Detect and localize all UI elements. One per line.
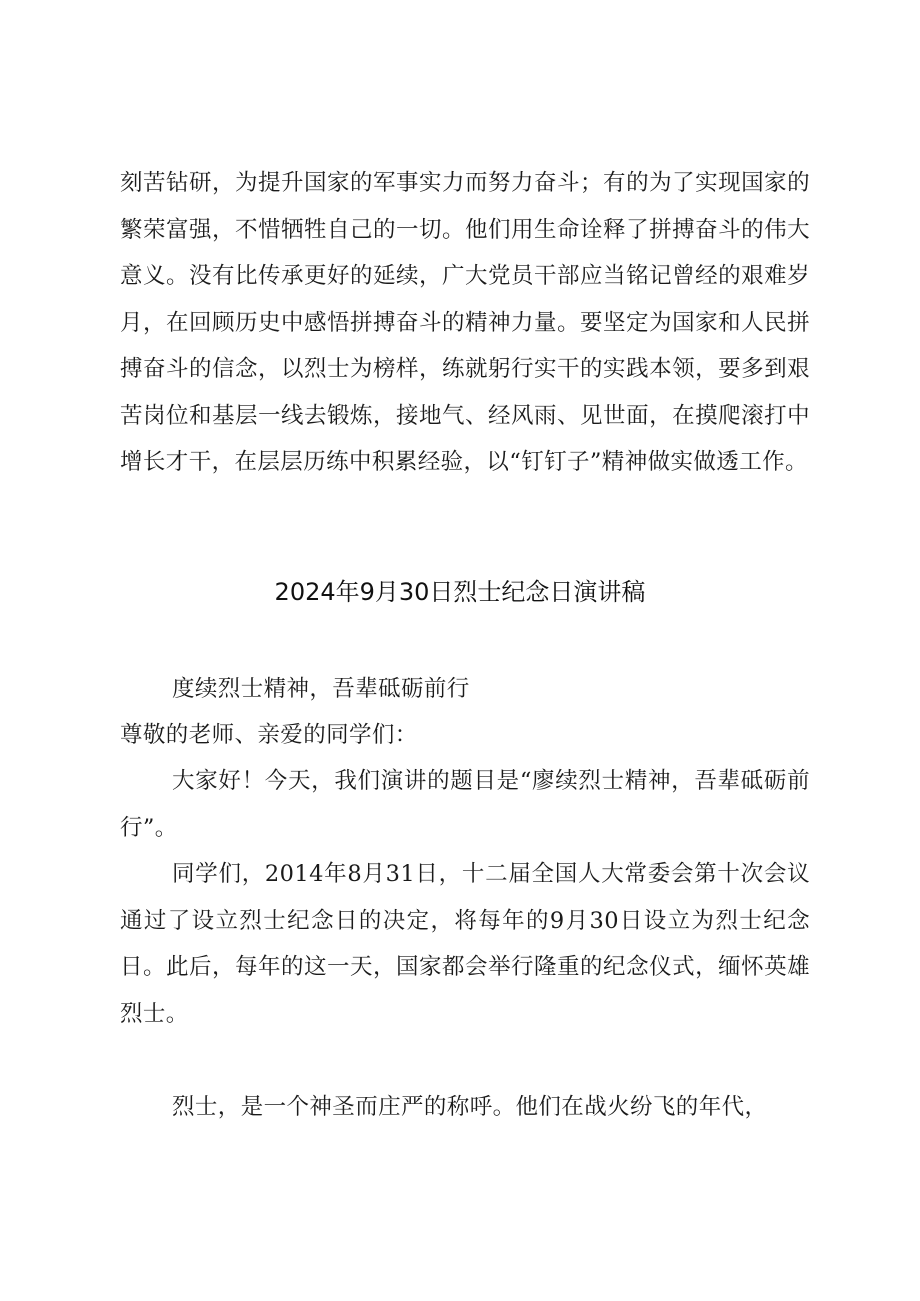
body-paragraph-history: 同学们，2014年8月31日，十二届全国人大常委会第十次会议通过了设立烈士纪念日的决定，将每年的9月30日设立为烈士纪念日。此后，每年的这一天，国家都会举行隆重的纪念仪式，缅怀英雄烈士。 xyxy=(120,861,810,1027)
page-title: 2024年9月30日烈士纪念日演讲稿 xyxy=(274,578,646,606)
continuation-paragraph: 刻苦钻研，为提升国家的军事实力而努力奋斗；有的为了实现国家的繁荣富强，不惜牺牲自己的一切。他们用生命诠释了拼搏奋斗的伟大意义。没有比传承更好的延续，广大党员干部应当铭记曾经的艰难岁月，在回顾历史中感悟拼搏奋斗的精神力量。要坚定为国家和人民拼搏奋斗的信念，以烈士为榜样，练就躬行实干的实践本领，要多到艰苦岗位和基层一线去锻炼，接地气、经风雨、见世面，在摸爬滚打中增长才干，在层层历练中积累经验，以“钉钉子”精神做实做透工作。 xyxy=(120,170,810,475)
salutation: 尊敬的老师、亲爱的同学们： xyxy=(120,722,418,748)
speech-subtitle: 度续烈士精神，吾辈砥砺前行 xyxy=(172,676,470,702)
body-paragraph-greeting: 大家好！今天，我们演讲的题目是“廖续烈士精神，吾辈砥砺前行”。 xyxy=(120,768,810,841)
body-paragraph-martyrs: 烈士，是一个神圣而庄严的称呼。他们在战火纷飞的年代， xyxy=(172,1094,768,1120)
